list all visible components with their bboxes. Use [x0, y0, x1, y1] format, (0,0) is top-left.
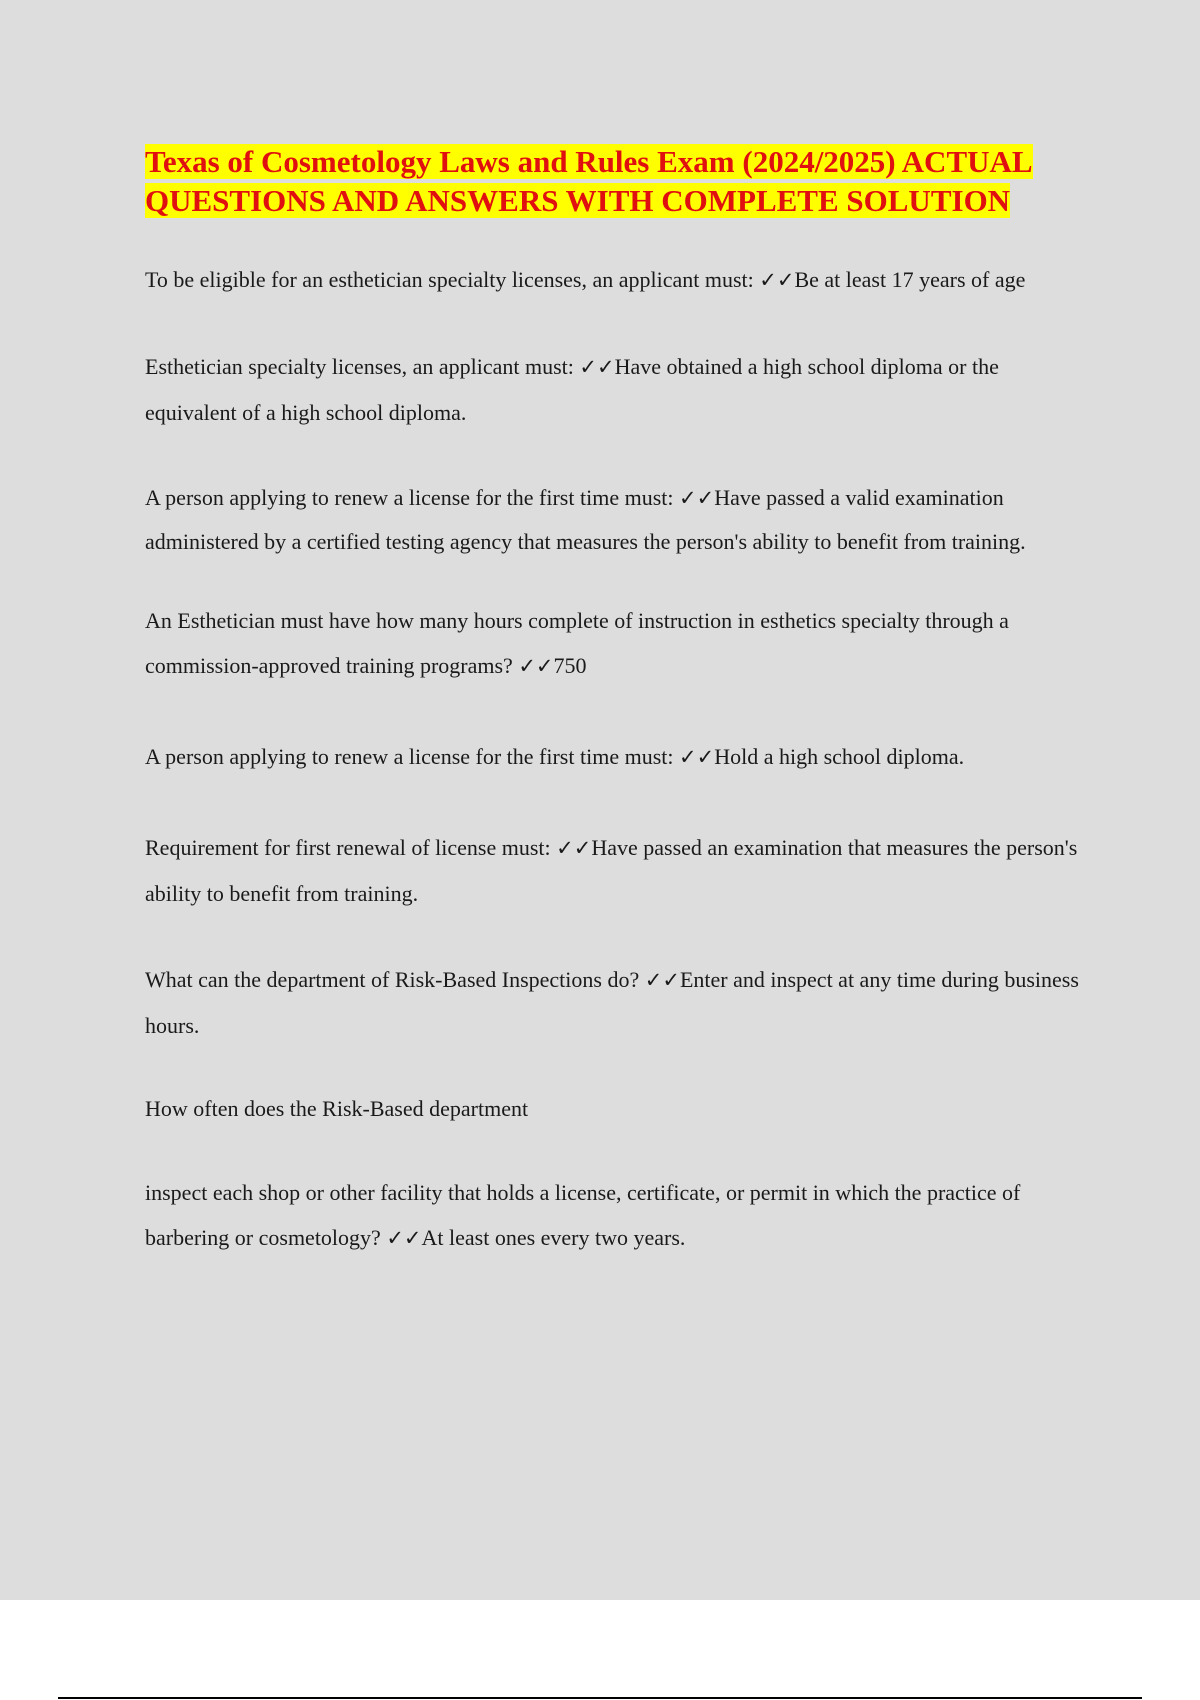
question-text: A person applying to renew a license for the first time must: [145, 744, 679, 769]
qa-item-1 [145, 257, 1090, 303]
question-text: An Esthetician must have how many hours complete of instruction in esthetics specialty through a commission-approved training programs? [145, 608, 1009, 678]
qa-item-7 [145, 957, 1090, 1048]
qa-item-4 [145, 598, 1090, 689]
double-check-icon: ✓✓ [678, 486, 715, 510]
answer-text: Have passed a valid examination administered by a certified testing agency that measures the person's ability to benefit from training. [145, 485, 1026, 554]
double-check-icon: ✓✓ [518, 654, 554, 678]
answer-text: Have obtained a high school diploma or the equivalent of a high school diploma. [145, 354, 999, 425]
answer-text: Enter and inspect at any time during business hours. [145, 967, 1079, 1038]
question-text: What can the department of Risk-Based Inspections do? [145, 967, 645, 992]
double-check-icon: ✓✓ [556, 836, 592, 860]
answer-text: Hold a high school diploma. [714, 744, 965, 769]
question-text: Esthetician specialty licenses, an applicant must: [145, 354, 580, 379]
double-check-icon: ✓✓ [386, 1226, 422, 1250]
answer-text: 750 [553, 653, 587, 678]
document-title [145, 142, 1090, 220]
qa-item-8 [145, 1170, 1090, 1261]
bottom-divider [58, 1697, 1142, 1699]
double-check-icon: ✓✓ [759, 268, 795, 292]
document-content [145, 142, 1090, 1261]
double-check-icon: ✓✓ [678, 745, 715, 769]
question-text: A person applying to renew a license for the first time must: [145, 485, 679, 510]
document-title-text: Texas of Cosmetology Laws and Rules Exam (2024/2025) ACTUAL QUESTIONS AND ANSWERS WITH COMPLETE SOLUTION [145, 144, 1033, 218]
qa-item-5 [145, 734, 1090, 780]
qa-item-3 [145, 476, 1090, 563]
question-text: To be eligible for an esthetician specialty licenses, an applicant must: [145, 267, 760, 292]
double-check-icon: ✓✓ [579, 355, 615, 379]
qa-text-line: How often does the Risk-Based department [145, 1096, 529, 1121]
answer-text: Have passed an examination that measures the person's ability to benefit from training. [145, 835, 1078, 906]
question-text: inspect each shop or other facility that holds a license, certificate, or permit in which the practice of barbering or cosmetology? [145, 1180, 1021, 1250]
answer-text: Be at least 17 years of age [794, 267, 1026, 292]
qa-item-6 [145, 825, 1090, 916]
qa-item-2 [145, 344, 1090, 435]
question-text: Requirement for first renewal of license must: [145, 835, 557, 860]
answer-text: At least ones every two years. [421, 1225, 686, 1250]
double-check-icon: ✓✓ [644, 968, 680, 992]
